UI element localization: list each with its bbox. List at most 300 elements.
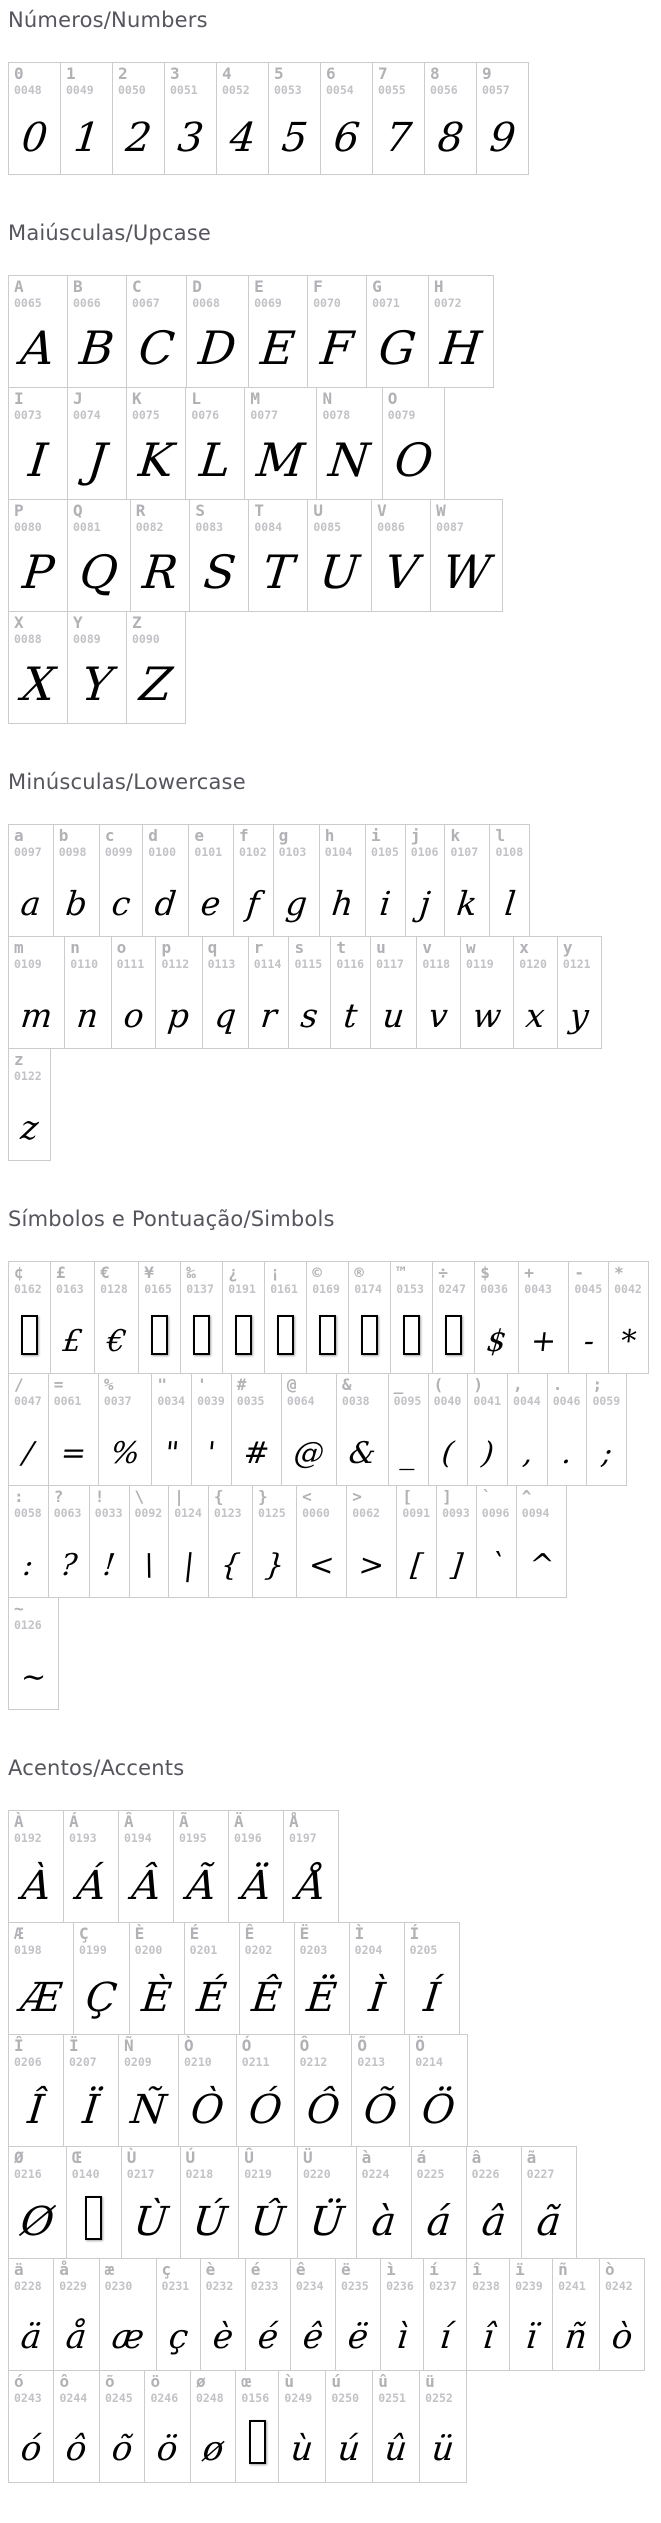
glyph-cell <box>411 2146 467 2259</box>
cell-unicode-code: 0106 <box>410 844 439 859</box>
cell-unicode-code: 0055 <box>378 82 406 97</box>
cell-unicode-code: 0204 <box>354 1942 383 1957</box>
glyph-area <box>240 1956 294 2034</box>
cell-header <box>391 1262 432 1295</box>
cell-header <box>9 63 60 96</box>
cell-character-label: B <box>73 277 83 296</box>
cell-character-label: i <box>371 826 381 845</box>
glyph-cell <box>48 1485 90 1598</box>
glyph-cell <box>476 1485 517 1598</box>
glyph-cell <box>507 1373 548 1486</box>
cell-glyph: ) <box>480 1436 496 1471</box>
glyph-cell <box>245 2258 291 2371</box>
glyph-cell <box>67 611 127 724</box>
cell-glyph: m <box>18 996 55 1035</box>
font-character-map <box>8 8 651 2483</box>
cell-glyph: Ù <box>131 2199 170 2245</box>
glyph-cell <box>290 2258 336 2371</box>
cell-header <box>64 2035 118 2068</box>
cell-unicode-code: 0201 <box>189 1942 218 1957</box>
glyph-cell <box>67 387 127 500</box>
cell-character-label: c <box>104 826 115 845</box>
glyph-cell <box>8 2370 54 2483</box>
cell-glyph: } <box>263 1548 286 1583</box>
glyph-grid <box>8 1261 651 1710</box>
glyph-cell <box>111 936 157 1049</box>
cell-character-label: à <box>361 2148 372 2167</box>
cell-unicode-code: 0229 <box>59 2278 87 2293</box>
cell-unicode-code: 0244 <box>59 2390 88 2405</box>
glyph-cell <box>99 2370 145 2483</box>
cell-glyph: Æ <box>18 1975 64 2021</box>
cell-glyph: 3 <box>175 115 206 161</box>
cell-character-label: Û <box>244 2148 254 2167</box>
cell-character-label: 7 <box>378 64 388 83</box>
cell-glyph: ú <box>336 2429 363 2469</box>
glyph-cell <box>552 2258 600 2371</box>
cell-character-label: Ù <box>126 2148 137 2167</box>
cell-glyph: y <box>567 996 591 1035</box>
glyph-area <box>9 1519 48 1597</box>
glyph-area <box>320 858 365 936</box>
glyph-area <box>352 2068 409 2146</box>
cell-character-label: D <box>192 277 202 296</box>
cell-header <box>90 1486 129 1519</box>
cell-header <box>352 2035 409 2068</box>
cell-character-label: % <box>103 1375 114 1394</box>
glyph-area <box>508 1407 547 1485</box>
cell-header <box>112 937 156 970</box>
cell-header <box>9 1811 63 1844</box>
cell-unicode-code: 0251 <box>378 2390 406 2405</box>
glyph-area <box>253 1519 296 1597</box>
cell-character-label: Ì <box>354 1924 365 1943</box>
cell-unicode-code: 0216 <box>14 2166 42 2181</box>
cell-glyph: å <box>64 2317 89 2357</box>
glyph-area <box>445 858 489 936</box>
glyph-cell <box>430 499 503 612</box>
cell-glyph: õ <box>109 2429 135 2469</box>
cell-header <box>366 825 405 858</box>
cell-header <box>9 2147 66 2180</box>
glyph-area <box>9 645 67 723</box>
glyph-cell <box>586 1373 627 1486</box>
glyph-cell <box>64 936 111 1049</box>
cell-header <box>119 1811 173 1844</box>
cell-header <box>249 500 307 533</box>
glyph-area <box>127 645 185 723</box>
cell-header <box>274 825 319 858</box>
cell-character-label: ^ <box>521 1487 532 1506</box>
glyph-area <box>337 1407 388 1485</box>
cell-header <box>337 1374 388 1407</box>
cell-unicode-code: 0052 <box>222 82 250 97</box>
cell-header <box>54 2371 98 2404</box>
cell-glyph: À <box>19 1863 53 1909</box>
cell-header <box>191 2371 235 2404</box>
glyph-cell <box>53 2258 99 2371</box>
glyph-area <box>152 1407 191 1485</box>
cell-header <box>468 1374 507 1407</box>
glyph-area <box>9 533 67 611</box>
cell-glyph: ã <box>534 2199 564 2245</box>
cell-unicode-code: 0195 <box>179 1830 207 1845</box>
cell-unicode-code: 0080 <box>14 519 42 534</box>
glyph-area <box>477 1519 516 1597</box>
cell-character-label: ï <box>515 2260 525 2279</box>
cell-glyph: n <box>75 996 101 1035</box>
glyph-cell <box>121 2146 181 2259</box>
glyph-cell <box>238 2146 298 2259</box>
cell-unicode-code: 0078 <box>322 407 351 422</box>
cell-glyph: 0 <box>19 115 50 161</box>
glyph-cell <box>278 2370 326 2483</box>
cell-character-label: ] <box>442 1487 452 1506</box>
cell-glyph: % <box>109 1436 142 1471</box>
glyph-cell <box>8 1048 51 1161</box>
cell-header <box>9 1262 50 1295</box>
glyph-cell <box>60 62 113 175</box>
cell-unicode-code: 0086 <box>377 519 405 534</box>
cell-unicode-code: 0211 <box>241 2054 270 2069</box>
cell-header <box>174 1811 228 1844</box>
cell-character-label: < <box>302 1487 312 1506</box>
cell-header <box>54 2259 98 2292</box>
cell-character-label: 2 <box>118 64 128 83</box>
glyph-area <box>477 96 528 174</box>
cell-header <box>519 1262 568 1295</box>
cell-glyph: ü <box>430 2429 457 2469</box>
glyph-area <box>169 1519 208 1597</box>
cell-header <box>282 1374 336 1407</box>
cell-header <box>405 1923 459 1956</box>
cell-header <box>113 63 164 96</box>
glyph-cell <box>390 1261 433 1374</box>
cell-glyph: H <box>438 321 484 375</box>
cell-unicode-code: 0198 <box>14 1942 42 1957</box>
cell-glyph: F <box>318 321 356 375</box>
cell-glyph: J <box>84 433 110 487</box>
cell-character-label: ! <box>94 1487 105 1506</box>
cell-character-label: n <box>70 938 80 957</box>
glyph-area <box>349 1295 390 1373</box>
cell-character-label: > <box>352 1487 362 1506</box>
cell-header <box>234 825 273 858</box>
cell-glyph: g <box>283 884 309 923</box>
glyph-area <box>519 1295 568 1373</box>
cell-glyph: { <box>219 1548 242 1583</box>
cell-unicode-code: 0098 <box>58 844 87 859</box>
glyph-area <box>609 1295 648 1373</box>
cell-glyph: s <box>299 996 321 1035</box>
cell-glyph: Ú <box>190 2199 229 2245</box>
cell-character-label: o <box>116 938 127 957</box>
cell-character-label: s <box>294 938 305 957</box>
cell-header <box>289 937 330 970</box>
cell-header <box>372 500 430 533</box>
glyph-area <box>236 2404 278 2482</box>
cell-unicode-code: 0236 <box>386 2278 414 2293</box>
cell-character-label: ë <box>340 2260 351 2279</box>
cell-header <box>165 63 216 96</box>
glyph-cell <box>460 936 514 1049</box>
cell-header <box>74 1923 129 1956</box>
glyph-area <box>143 858 188 936</box>
glyph-area <box>587 1407 626 1485</box>
cell-character-label: î <box>472 2260 482 2279</box>
cell-glyph: ò <box>609 2317 635 2357</box>
missing-glyph-box <box>193 1315 210 1355</box>
cell-glyph: x <box>524 996 547 1035</box>
cell-glyph: 7 <box>383 115 414 161</box>
glyph-cell <box>307 499 372 612</box>
glyph-area <box>405 1956 459 2034</box>
glyph-row <box>8 1485 651 1598</box>
cell-header <box>381 2259 423 2292</box>
cell-unicode-code: 0046 <box>552 1393 581 1408</box>
cell-header <box>192 1374 231 1407</box>
glyph-area <box>475 1295 518 1373</box>
cell-unicode-code: 0249 <box>284 2390 313 2405</box>
glyph-cell <box>436 1485 477 1598</box>
cell-unicode-code: 0094 <box>521 1505 550 1520</box>
cell-unicode-code: 0041 <box>473 1393 502 1408</box>
cell-unicode-code: 0120 <box>519 956 547 971</box>
cell-character-label: è <box>205 2260 216 2279</box>
glyph-area <box>431 533 502 611</box>
cell-header <box>9 1049 50 1082</box>
cell-unicode-code: 0197 <box>289 1830 317 1845</box>
cell-header <box>232 1374 281 1407</box>
glyph-cell <box>516 1485 567 1598</box>
glyph-cell <box>8 1597 59 1710</box>
glyph-area <box>391 1295 432 1373</box>
cell-header <box>186 388 244 421</box>
cell-header <box>412 2147 466 2180</box>
cell-unicode-code: 0218 <box>185 2166 214 2181</box>
cell-header <box>68 276 126 309</box>
cell-glyph: p <box>166 996 192 1035</box>
cell-character-label: f <box>238 826 249 845</box>
cell-header <box>169 1486 208 1519</box>
cell-glyph: d <box>153 884 179 923</box>
cell-character-label: Â <box>124 1812 134 1831</box>
cell-character-label: Á <box>69 1812 79 1831</box>
cell-header <box>127 612 185 645</box>
cell-glyph: _ <box>398 1436 418 1471</box>
cell-unicode-code: 0153 <box>396 1281 424 1296</box>
glyph-cell <box>336 1373 389 1486</box>
cell-header <box>284 1811 338 1844</box>
cell-unicode-code: 0088 <box>14 631 42 646</box>
cell-header <box>357 2147 411 2180</box>
cell-header <box>326 2371 372 2404</box>
section-lowercase <box>8 770 651 1161</box>
missing-glyph-box <box>235 1315 252 1355</box>
glyph-area <box>122 2180 180 2258</box>
cell-glyph: 2 <box>123 115 154 161</box>
cell-unicode-code: 0049 <box>66 82 94 97</box>
cell-glyph: á <box>424 2199 454 2245</box>
glyph-cell <box>233 824 274 937</box>
cell-header <box>308 500 371 533</box>
cell-character-label: ú <box>331 2372 341 2391</box>
cell-unicode-code: 0199 <box>79 1942 107 1957</box>
cell-character-label: M <box>250 389 261 408</box>
cell-unicode-code: 0243 <box>14 2390 42 2405</box>
glyph-area <box>181 2180 239 2258</box>
glyph-grid <box>8 62 651 175</box>
cell-unicode-code: 0224 <box>361 2166 390 2181</box>
cell-character-label: p <box>161 938 172 957</box>
cell-character-label: ñ <box>558 2260 568 2279</box>
glyph-cell <box>8 1922 74 2035</box>
glyph-cell <box>557 936 602 1049</box>
glyph-cell <box>319 824 366 937</box>
glyph-cell <box>191 1373 232 1486</box>
cell-unicode-code: 0067 <box>132 295 160 310</box>
glyph-cell <box>156 2258 201 2371</box>
glyph-area <box>389 1407 428 1485</box>
cell-character-label: r <box>253 938 264 957</box>
cell-glyph: Y <box>78 657 116 711</box>
glyph-area <box>373 96 424 174</box>
glyph-area <box>61 96 112 174</box>
glyph-cell <box>428 1373 469 1486</box>
cell-unicode-code: 0226 <box>471 2166 500 2181</box>
glyph-area <box>600 2292 644 2370</box>
glyph-cell <box>306 1261 349 1374</box>
cell-header <box>397 1486 436 1519</box>
cell-unicode-code: 0076 <box>191 407 220 422</box>
cell-unicode-code: 0038 <box>341 1393 370 1408</box>
cell-character-label: ò <box>604 2260 615 2279</box>
glyph-area <box>553 2292 599 2370</box>
cell-header <box>609 1262 648 1295</box>
glyph-cell <box>466 2258 510 2371</box>
cell-glyph: È <box>139 1975 174 2021</box>
cell-character-label: m <box>14 938 24 957</box>
cell-unicode-code: 0219 <box>244 2166 272 2181</box>
cell-header <box>477 1486 516 1519</box>
cell-unicode-code: 0056 <box>430 82 458 97</box>
cell-unicode-code: 0242 <box>604 2278 633 2293</box>
cell-glyph: Ü <box>307 2199 347 2245</box>
cell-glyph: ( <box>440 1436 456 1471</box>
cell-unicode-code: 0196 <box>234 1830 262 1845</box>
cell-glyph: A <box>18 321 58 375</box>
glyph-area <box>67 2180 121 2258</box>
cell-header <box>100 2371 144 2404</box>
cell-unicode-code: 0079 <box>387 407 416 422</box>
cell-header <box>320 825 365 858</box>
cell-unicode-code: 0140 <box>71 2166 100 2181</box>
cell-header <box>49 1374 98 1407</box>
cell-header <box>127 388 185 421</box>
glyph-area <box>68 533 130 611</box>
glyph-cell <box>382 387 446 500</box>
glyph-area <box>99 1407 152 1485</box>
cell-header <box>9 825 53 858</box>
glyph-cell <box>424 62 477 175</box>
cell-glyph: @ <box>292 1436 326 1471</box>
glyph-cell <box>366 275 429 388</box>
cell-unicode-code: 0137 <box>186 1281 214 1296</box>
cell-header <box>119 2035 178 2068</box>
glyph-cell <box>476 62 529 175</box>
cell-glyph: ì <box>394 2317 410 2357</box>
cell-glyph: î <box>480 2317 496 2357</box>
glyph-area <box>274 858 319 936</box>
glyph-row <box>8 2146 651 2259</box>
cell-character-label: l <box>495 826 506 845</box>
cell-header <box>185 1923 239 1956</box>
glyph-area <box>9 2292 53 2370</box>
cell-character-label: " <box>157 1375 167 1394</box>
cell-character-label: # <box>236 1375 247 1394</box>
cell-glyph: j <box>417 884 433 923</box>
cell-header <box>475 1262 518 1295</box>
cell-unicode-code: 0252 <box>425 2390 453 2405</box>
cell-glyph: ä <box>18 2317 44 2357</box>
cell-character-label: \ <box>134 1487 145 1506</box>
cell-character-label: H <box>433 277 444 296</box>
cell-glyph: T <box>260 545 297 599</box>
glyph-cell <box>180 2146 240 2259</box>
glyph-cell <box>180 1261 223 1374</box>
glyph-cell <box>474 1261 519 1374</box>
cell-header <box>600 2259 644 2292</box>
section-title: Símbolos e Pontuação/Simbols <box>8 1207 335 1231</box>
glyph-grid <box>8 824 651 1161</box>
glyph-area <box>9 1082 50 1160</box>
cell-unicode-code: 0116 <box>336 956 365 971</box>
glyph-cell <box>53 824 100 937</box>
glyph-cell <box>371 499 431 612</box>
cell-unicode-code: 0066 <box>73 295 101 310</box>
glyph-area <box>68 421 126 499</box>
cell-header <box>429 1374 468 1407</box>
glyph-area <box>461 970 513 1048</box>
cell-unicode-code: 0039 <box>197 1393 225 1408</box>
cell-unicode-code: 0059 <box>592 1393 621 1408</box>
cell-character-label: & <box>341 1375 352 1394</box>
glyph-cell <box>294 2034 353 2147</box>
cell-unicode-code: 0068 <box>192 295 220 310</box>
glyph-cell <box>273 824 320 937</box>
glyph-area <box>68 645 126 723</box>
glyph-area <box>179 2068 236 2146</box>
glyph-area <box>239 2180 297 2258</box>
cell-header <box>65 937 110 970</box>
glyph-cell <box>231 1373 282 1486</box>
cell-character-label: 5 <box>274 64 284 83</box>
cell-unicode-code: 0061 <box>53 1393 82 1408</box>
glyph-cell <box>94 1261 139 1374</box>
cell-unicode-code: 0072 <box>433 295 462 310</box>
glyph-area <box>245 421 316 499</box>
glyph-cell <box>244 387 317 500</box>
glyph-cell <box>316 387 382 500</box>
glyph-row <box>8 1922 651 2035</box>
cell-header <box>317 388 381 421</box>
cell-glyph: i <box>378 884 393 923</box>
cell-glyph: â <box>479 2199 509 2245</box>
cell-unicode-code: 0191 <box>228 1281 256 1296</box>
glyph-area <box>51 1295 94 1373</box>
cell-character-label: [ <box>402 1487 413 1506</box>
glyph-area <box>490 858 529 936</box>
